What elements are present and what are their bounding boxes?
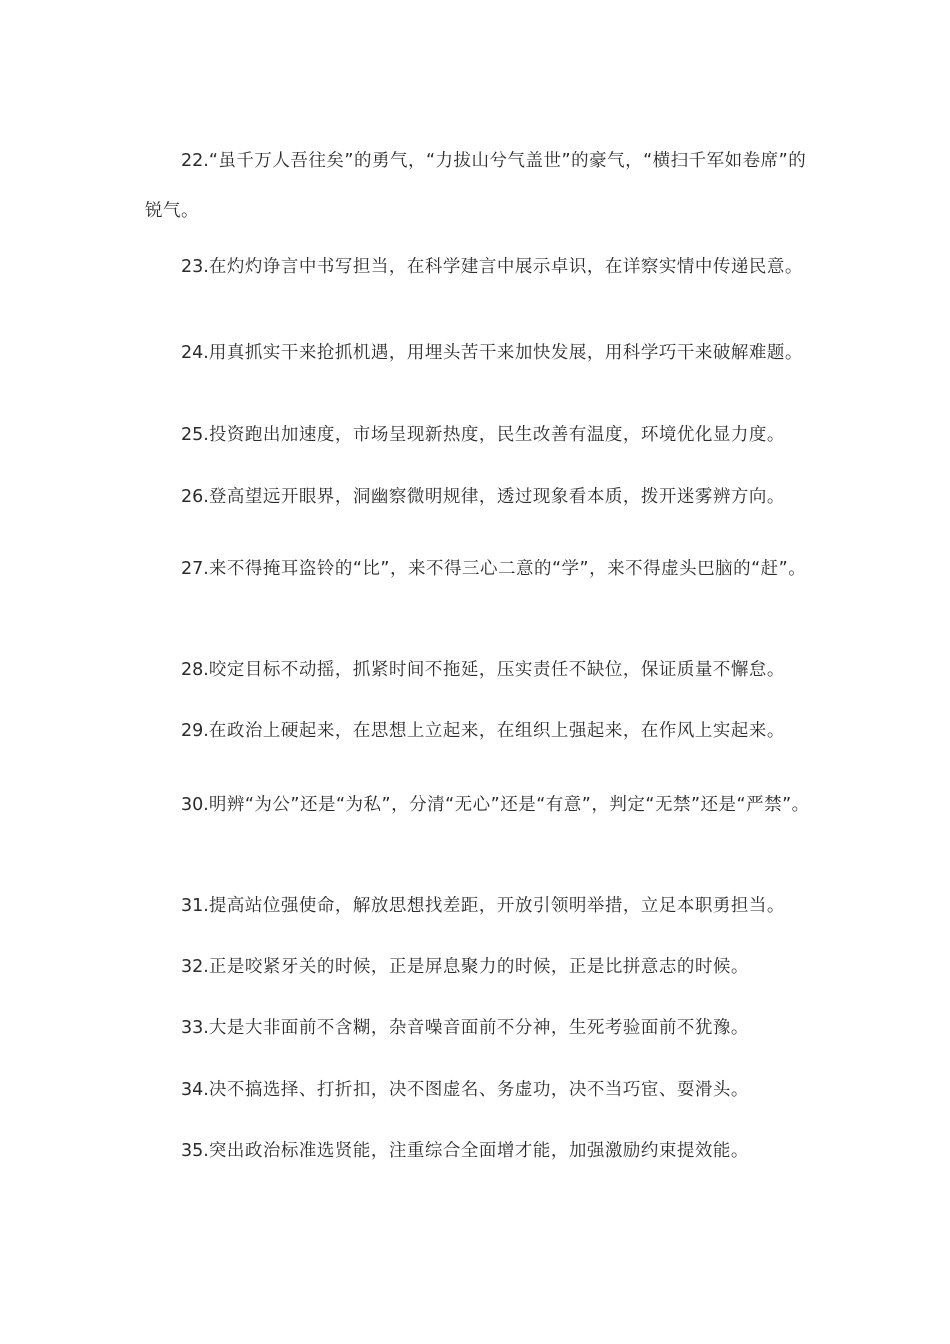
item-number: 29. — [181, 721, 209, 741]
list-item-22 — [145, 136, 820, 236]
item-number: 22. — [181, 151, 209, 171]
item-number: 34. — [181, 1080, 209, 1100]
item-text: 投资跑出加速度，市场呈现新热度，民生改善有温度，环境优化显力度。 — [208, 425, 785, 445]
item-number: 25. — [181, 425, 209, 445]
item-text: 决不搞选择、打折扣，决不图虚名、务虚功，决不当巧宦、耍滑头。 — [208, 1080, 749, 1100]
list-item-27 — [145, 544, 820, 594]
item-text: 咬定目标不动摇，抓紧时间不拖延，压实责任不缺位，保证质量不懈怠。 — [208, 660, 785, 680]
list-item-31 — [145, 893, 820, 919]
list-item-26 — [145, 484, 820, 510]
list-item-23 — [145, 249, 820, 285]
item-text: 用真抓实干来抢抓机遇，用埋头苦干来加快发展，用科学巧干来破解难题。 — [208, 343, 803, 363]
list-item-32 — [145, 954, 820, 980]
list-item-35 — [145, 1138, 820, 1164]
item-text: 在政治上硬起来，在思想上立起来，在组织上强起来，在作风上实起来。 — [208, 721, 785, 741]
item-text: 突出政治标准选贤能，注重综合全面增才能，加强激励约束提效能。 — [208, 1141, 749, 1161]
item-text: “虽千万人吾往矣”的勇气，“力拔山兮气盖世”的豪气，“横扫千军如卷席”的锐气。 — [145, 151, 807, 221]
item-number: 26. — [181, 487, 209, 507]
item-number: 31. — [181, 896, 209, 916]
item-number: 35. — [181, 1141, 209, 1161]
list-item-24 — [145, 335, 820, 371]
item-text: 来不得掩耳盗铃的“比”，来不得三心二意的“学”，来不得虚头巴脑的“赶”。 — [208, 559, 807, 579]
item-number: 28. — [181, 660, 209, 680]
list-item-29 — [145, 718, 820, 744]
item-text: 在灼灼诤言中书写担当，在科学建言中展示卓识，在详察实情中传递民意。 — [208, 257, 803, 277]
item-number: 27. — [181, 559, 209, 579]
item-number: 32. — [181, 957, 209, 977]
list-item-25 — [145, 422, 820, 448]
list-item-33 — [145, 1015, 820, 1041]
list-item-30 — [145, 780, 820, 830]
item-text: 登高望远开眼界，洞幽察微明规律，透过现象看本质，拨开迷雾辨方向。 — [208, 487, 785, 507]
item-number: 23. — [181, 257, 209, 277]
item-number: 33. — [181, 1018, 209, 1038]
item-number: 30. — [181, 795, 209, 815]
list-item-28 — [145, 657, 820, 683]
item-number: 24. — [181, 343, 209, 363]
item-text: 明辨“为公”还是“为私”，分清“无心”还是“有意”，判定“无禁”还是“严禁”。 — [208, 795, 810, 815]
item-text: 提高站位强使命，解放思想找差距，开放引领明举措，立足本职勇担当。 — [208, 896, 785, 916]
list-item-34 — [145, 1077, 820, 1103]
item-text: 正是咬紧牙关的时候，正是屏息聚力的时候，正是比拼意志的时候。 — [208, 957, 749, 977]
item-text: 大是大非面前不含糊，杂音噪音面前不分神，生死考验面前不犹豫。 — [208, 1018, 749, 1038]
